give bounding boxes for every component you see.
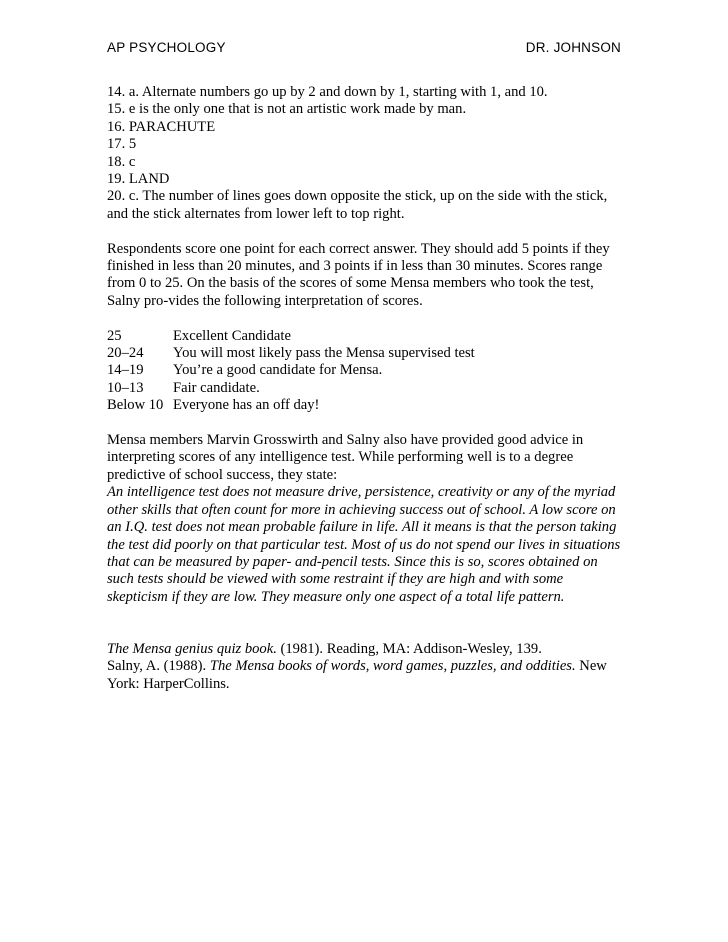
answer-15: 15. e is the only one that is not an artistic work made by man.: [107, 101, 467, 118]
answer-20: 20. c. The number of lines goes down opposite the stick, up on the side with the stick, and the stick alternates from lower left to top right.: [107, 188, 608, 222]
score-range: 25: [107, 327, 122, 344]
teacher-name: DR. JOHNSON: [525, 40, 621, 55]
score-meaning: Fair candidate.: [173, 379, 260, 396]
reference-2: [107, 658, 627, 693]
answer-18: 18. c: [107, 153, 136, 170]
score-meaning: You will most likely pass the Mensa supervised test: [173, 345, 475, 362]
reference-1: [107, 641, 627, 658]
score-row: [107, 345, 627, 362]
reference-2-details: New York: HarperCollins.: [107, 658, 607, 692]
score-meaning: You’re a good candidate for Mensa.: [173, 362, 383, 379]
reference-2-author: Salny, A. (1988).: [107, 658, 210, 675]
score-row: [107, 397, 627, 414]
score-range: 14–19: [107, 362, 144, 379]
score-range: 10–13: [107, 379, 144, 396]
score-table: [107, 328, 627, 415]
score-row: [107, 362, 627, 379]
score-meaning: Everyone has an off day!: [173, 397, 320, 414]
page-content: [107, 84, 627, 693]
reference-1-title: The Mensa genius quiz book.: [107, 640, 277, 657]
answer-19: 19. LAND: [107, 171, 170, 188]
reference-2-title: The Mensa books of words, word games, puzzles, and oddities.: [209, 658, 576, 675]
score-row: [107, 328, 627, 345]
course-title: AP PSYCHOLOGY: [107, 40, 226, 55]
answer-17: 17. 5: [107, 136, 137, 153]
quote-paragraph: An intelligence test does not measure drive, persistence, creativity or any of the myriad other skills that often count for more in achieving success out of school. A low score on an I.Q. test does not mean probable failure in life. All it means is that the person taking the test did poorly on that particular test. Most of us do not spend our lives in situations that can be measured by paper- and-pencil tests. Since this is so, scores obtained on such tests should be viewed with some restraint if they are high and with some skepticism if they are low. They measure only one aspect of a total life pattern.: [107, 484, 621, 605]
advice-paragraph: Mensa members Marvin Grosswirth and Salny also have provided good advice in interpreting scores of any intelligence test. While performing well is to a degree predictive of school success, they state:: [107, 432, 584, 483]
score-range: 20–24: [107, 345, 144, 362]
page-header: [107, 40, 621, 55]
answer-14: 14. a. Alternate numbers go up by 2 and down by 1, starting with 1, and 10.: [107, 84, 548, 100]
reference-1-details: (1981). Reading, MA: Addison-Wesley, 139.: [276, 640, 542, 657]
scoring-paragraph: Respondents score one point for each correct answer. They should add 5 points if they finished in less than 20 minutes, and 3 points if in less than 30 minutes. Scores range from 0 to 25. On the basis of the scores of some Mensa members who took the test, Salny pro-vides the following interpretation of scores.: [107, 240, 610, 309]
score-meaning: Excellent Candidate: [173, 327, 291, 344]
answer-16: 16. PARACHUTE: [107, 118, 216, 135]
score-row: [107, 380, 627, 397]
score-range: Below 10: [107, 397, 164, 414]
